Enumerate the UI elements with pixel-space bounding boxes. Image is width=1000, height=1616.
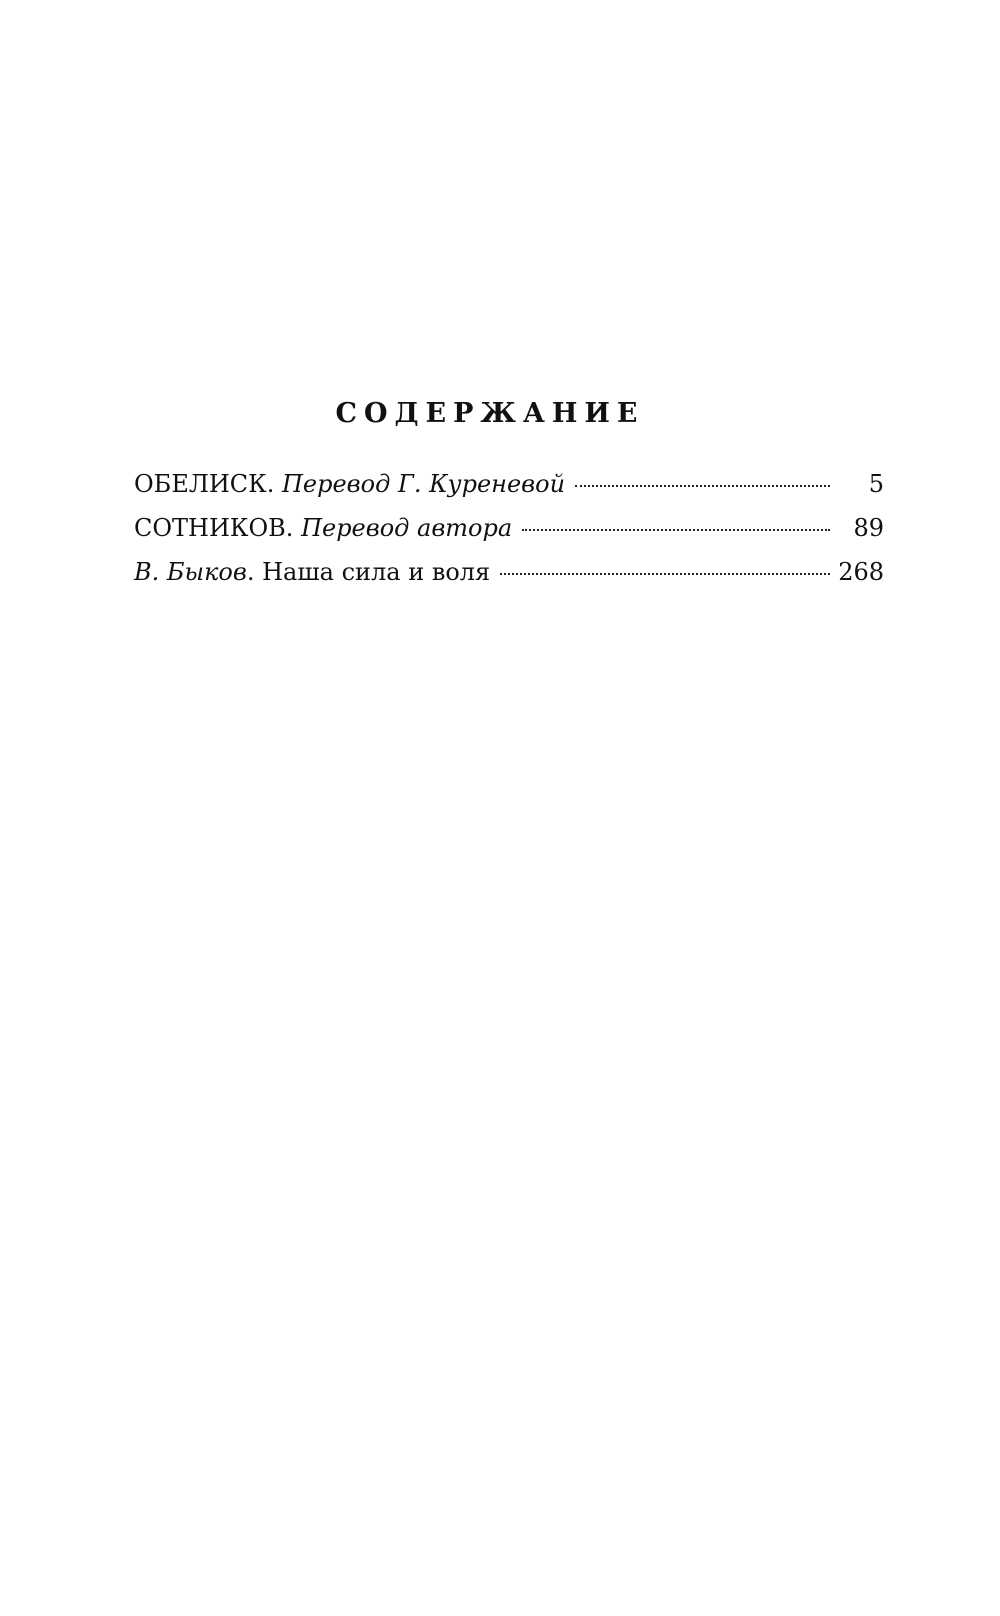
translation-note: Перевод Г. Куреневой <box>281 470 566 498</box>
essay-author: В. Быков <box>134 558 247 586</box>
work-title: СОТНИКОВ. <box>134 514 302 542</box>
toc-heading: СОДЕРЖАНИЕ <box>335 398 645 429</box>
dot-leader <box>500 573 830 575</box>
dot-leader <box>575 485 830 487</box>
dot-leader <box>522 529 830 531</box>
work-title: ОБЕЛИСК. <box>134 470 282 498</box>
page-number: 5 <box>868 470 884 498</box>
toc-entry-title <box>134 554 490 590</box>
page-number: 268 <box>838 558 884 586</box>
translation-note: Перевод автора <box>301 514 513 542</box>
page-number: 89 <box>853 514 884 542</box>
toc-entry-obelisk <box>134 466 884 510</box>
toc-entry-sotnikov <box>134 510 884 554</box>
toc-entry-essay <box>134 554 884 598</box>
table-of-contents <box>134 466 884 598</box>
toc-entry-title <box>134 466 565 502</box>
essay-title: . Наша сила и воля <box>246 558 491 586</box>
toc-entry-title <box>134 510 512 546</box>
